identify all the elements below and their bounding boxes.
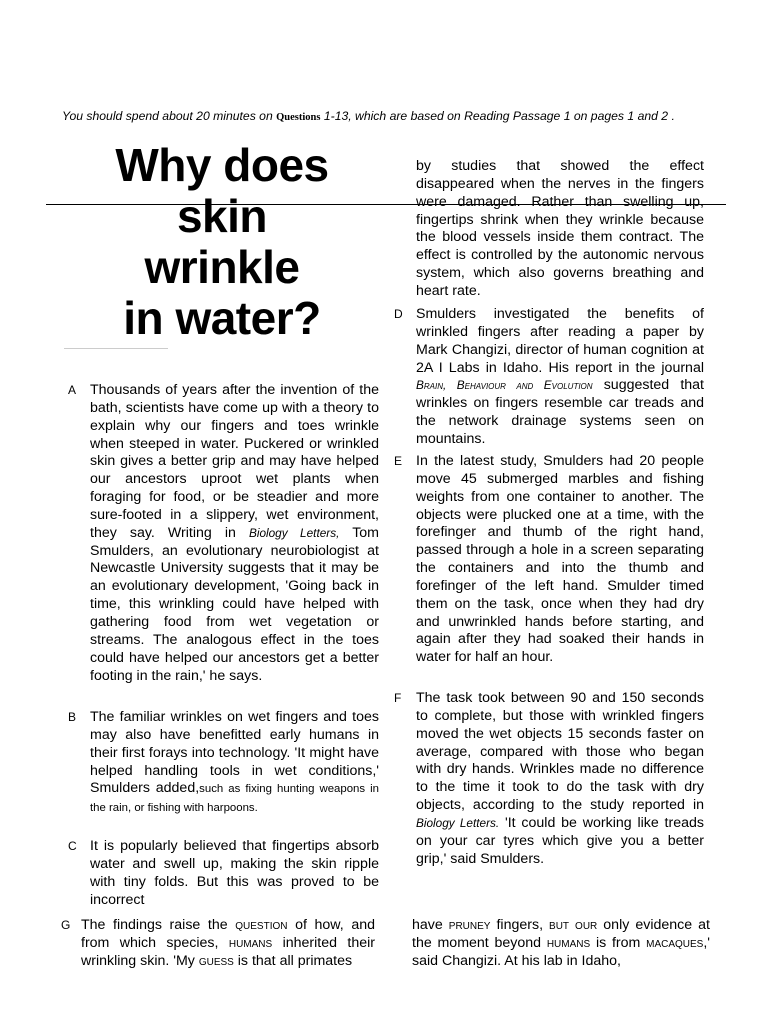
journal-name: Brain, Behaviour and Evolution bbox=[416, 378, 593, 393]
paragraph-letter: A bbox=[68, 383, 77, 397]
paragraph-text: is that all primates bbox=[233, 952, 353, 969]
paragraph-text: The familiar wrinkles on wet fingers and toes may also have benefitted early humans in their first forays into technology. 'It might have helped handling tools in wet conditions,' Smulders added, bbox=[90, 709, 379, 797]
faint-divider bbox=[64, 348, 168, 349]
paragraph-d bbox=[394, 306, 704, 449]
paragraph-text: inherited their wrinkling skin. 'My bbox=[81, 934, 375, 969]
paragraph-g bbox=[61, 917, 375, 971]
paragraph-text: Thousands of years after the invention of the bath, scientists have come up with a theory to explain why our fingers and toes wrinkle when steeped in water. Puckered or wrinkled skin gives a better grip and may have helped our ancestors uproot wet plants when foraging for food, or be steadier and more sure-footed in a slippery, wet environment, they say. Writing in bbox=[90, 382, 379, 541]
paragraph-text: only evidence at the moment beyond bbox=[412, 917, 710, 951]
small-caps-word: pruney bbox=[448, 917, 491, 933]
small-caps-word: question bbox=[235, 917, 288, 933]
paragraph-text: have bbox=[412, 917, 449, 933]
paragraph-letter: F bbox=[394, 691, 402, 705]
paragraph-text: fingers, bbox=[490, 917, 550, 933]
paragraph-text: 'It could be working like treads on your car tyres which give you a better grip,' said Smulders. bbox=[416, 814, 704, 867]
paragraph-text: Smulders investigated the benefits of wrinkled fingers after reading a paper by Mark Changizi, director of human cognition at 2A I Labs in Idaho. His report in the journal bbox=[416, 306, 704, 376]
paragraph-letter: G bbox=[61, 918, 71, 932]
title-line-4: in water? bbox=[123, 292, 321, 344]
paragraph-f bbox=[394, 690, 704, 868]
paragraph-text: of how, and from which species, bbox=[81, 917, 375, 951]
title-line-1: Why does bbox=[115, 139, 329, 191]
passage-title bbox=[62, 140, 382, 344]
paragraph-letter: D bbox=[394, 307, 403, 321]
paragraph-g-continued bbox=[412, 917, 710, 971]
paragraph-text: In the latest study, Smulders had 20 people move 45 submerged marbles and fishing weights from one container to another. The objects were plucked one at a time, with the forefinger and thumb of the right hand, passed through a hole in a screen separating the containers and into the thumb and forefinger of the left hand. Smulder timed them on the task, once when they had dry and unwrinkled hands before starting, and again after they had soaked their hands in water for half an hour. bbox=[416, 453, 704, 666]
paragraph-text: The findings raise the bbox=[81, 917, 236, 933]
title-line-3: wrinkle bbox=[144, 241, 300, 293]
small-caps-word: but our bbox=[549, 917, 598, 933]
journal-name: Biology Letters, bbox=[248, 525, 340, 540]
paragraph-text: suggested that wrinkles on fingers resemble car treads and the network drainage systems seen on mountains. bbox=[416, 377, 704, 447]
paragraph-text-small: such as fixing hunting weapons in the rain, or fishing with harpoons. bbox=[90, 783, 380, 815]
paragraph-text: Tom Smulders, an evolutionary neurobiologist at Newcastle University suggests that it may be an evolutionary development, 'Going back in time, this wrinkling could have helped with gathering food from wet vegetation or streams. The analogous effect in the toes could have helped our ancestors get a better footing in the rain,' he says. bbox=[90, 524, 379, 684]
instruction-questions-word: Questions bbox=[276, 112, 321, 123]
paragraph-text: It is popularly believed that fingertips absorb water and swell up, making the skin ripple with tiny folds. But this was proved to be incorrect bbox=[90, 838, 379, 908]
small-caps-word: humans bbox=[546, 934, 591, 951]
instruction-prefix: You should spend about 20 minutes on bbox=[62, 109, 277, 123]
paragraph-text: The task took between 90 and 150 seconds to complete, but those with wrinkled fingers moved the wet objects 15 seconds faster on average, compared with those who began with dry hands. Wrinkles made no difference to the time it took to do the task with dry objects, according to the study reported in bbox=[416, 690, 704, 814]
paragraph-a bbox=[68, 382, 379, 685]
instruction-line bbox=[62, 109, 742, 123]
paragraph-b bbox=[68, 709, 380, 818]
paragraph-text: is from bbox=[590, 934, 647, 951]
small-caps-word: macaques bbox=[646, 934, 704, 951]
paragraph-c bbox=[68, 838, 379, 909]
paragraph-text: ,' said Changizi. At his lab in Idaho, bbox=[412, 934, 710, 969]
paragraph-letter: E bbox=[394, 454, 403, 468]
paragraph-letter: B bbox=[68, 710, 77, 724]
journal-name: Biology Letters. bbox=[416, 815, 500, 830]
small-caps-word: humans bbox=[228, 934, 273, 951]
small-caps-word: guess bbox=[198, 952, 234, 969]
paragraph-e bbox=[394, 453, 704, 667]
instruction-suffix: 1-13, which are based on Reading Passage 1 on pages 1 and 2 . bbox=[320, 109, 675, 123]
title-line-2: skin bbox=[176, 190, 268, 242]
paragraph-text: by studies that showed the effect disappeared when the nerves in the fingers were damaged. Rather than swelling up, fingertips shrink when they wrinkle because the blood vessels inside them contract. The effect is controlled by the autonomic nervous system, which also governs breathing and heart rate. bbox=[416, 158, 704, 299]
paragraph-letter: C bbox=[68, 839, 77, 853]
paragraph-c-continued bbox=[416, 158, 704, 301]
